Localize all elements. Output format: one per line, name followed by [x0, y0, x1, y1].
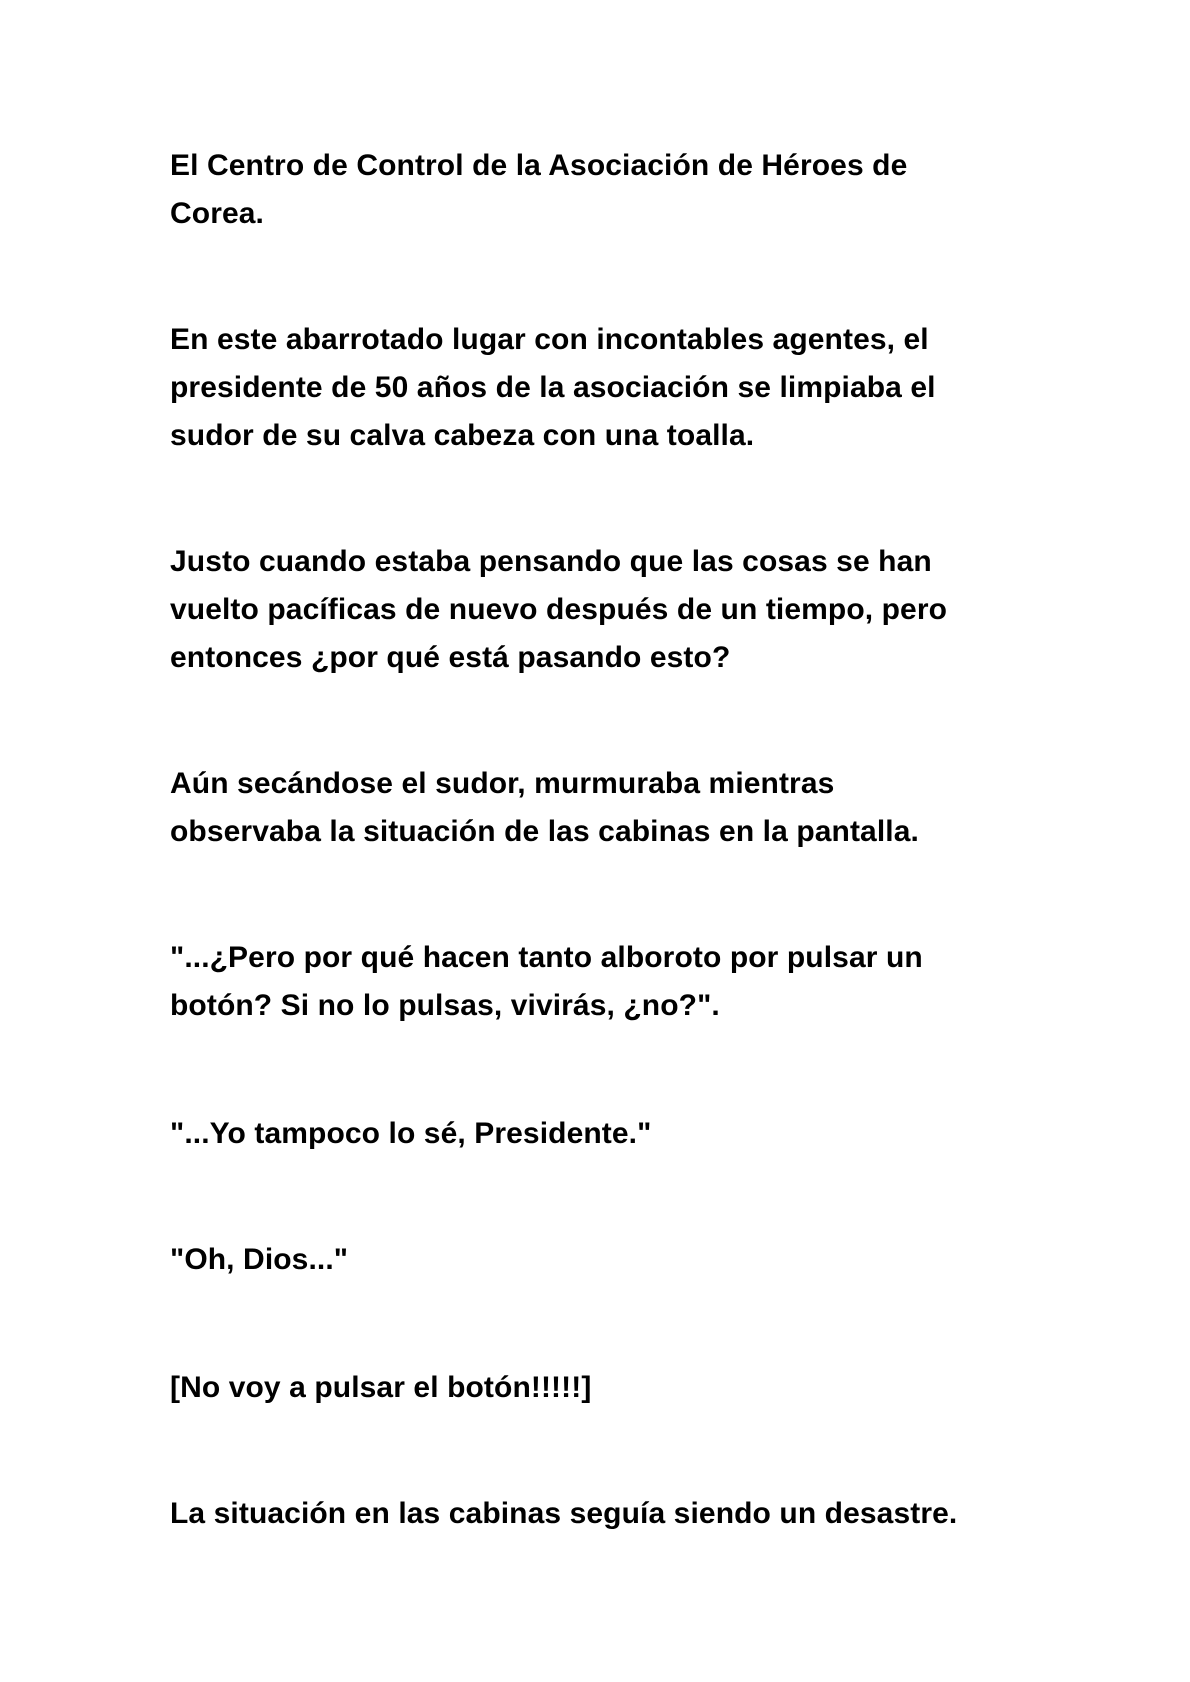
paragraph-line: "...Yo tampoco lo sé, Presidente.": [170, 1117, 652, 1150]
paragraph-line: "...¿Pero por qué hacen tanto alboroto por pulsar un: [170, 941, 923, 974]
paragraph-line: sudor de su calva cabeza con una toalla.: [170, 419, 755, 452]
paragraph-8: [170, 1364, 1010, 1412]
paragraph-4: [170, 760, 1010, 856]
paragraph-line: Corea.: [170, 197, 264, 230]
paragraph-3: [170, 538, 1010, 682]
paragraph-2: [170, 316, 1010, 460]
paragraph-5: [170, 934, 1010, 1030]
paragraph-line: presidente de 50 años de la asociación se limpiaba el: [170, 371, 936, 404]
paragraph-line: observaba la situación de las cabinas en la pantalla.: [170, 815, 919, 848]
paragraph-line: "Oh, Dios...": [170, 1243, 349, 1276]
paragraph-line: [No voy a pulsar el botón!!!!!]: [170, 1371, 592, 1404]
paragraph-line: Justo cuando estaba pensando que las cosas se han: [170, 545, 932, 578]
paragraph-line: botón? Si no lo pulsas, vivirás, ¿no?".: [170, 989, 720, 1022]
paragraph-line: entonces ¿por qué está pasando esto?: [170, 641, 731, 674]
paragraph-line: La situación en las cabinas seguía siendo un desastre.: [170, 1497, 958, 1530]
paragraph-line: Aún secándose el sudor, murmuraba mientras: [170, 767, 835, 800]
paragraph-6: [170, 1110, 1010, 1158]
paragraph-9: [170, 1490, 1010, 1538]
paragraph-line: vuelto pacíficas de nuevo después de un tiempo, pero: [170, 593, 948, 626]
paragraph-7: [170, 1236, 1010, 1284]
paragraph-line: En este abarrotado lugar con incontables agentes, el: [170, 323, 929, 356]
paragraph-1: [170, 142, 1010, 238]
paragraph-line: El Centro de Control de la Asociación de Héroes de: [170, 149, 908, 182]
